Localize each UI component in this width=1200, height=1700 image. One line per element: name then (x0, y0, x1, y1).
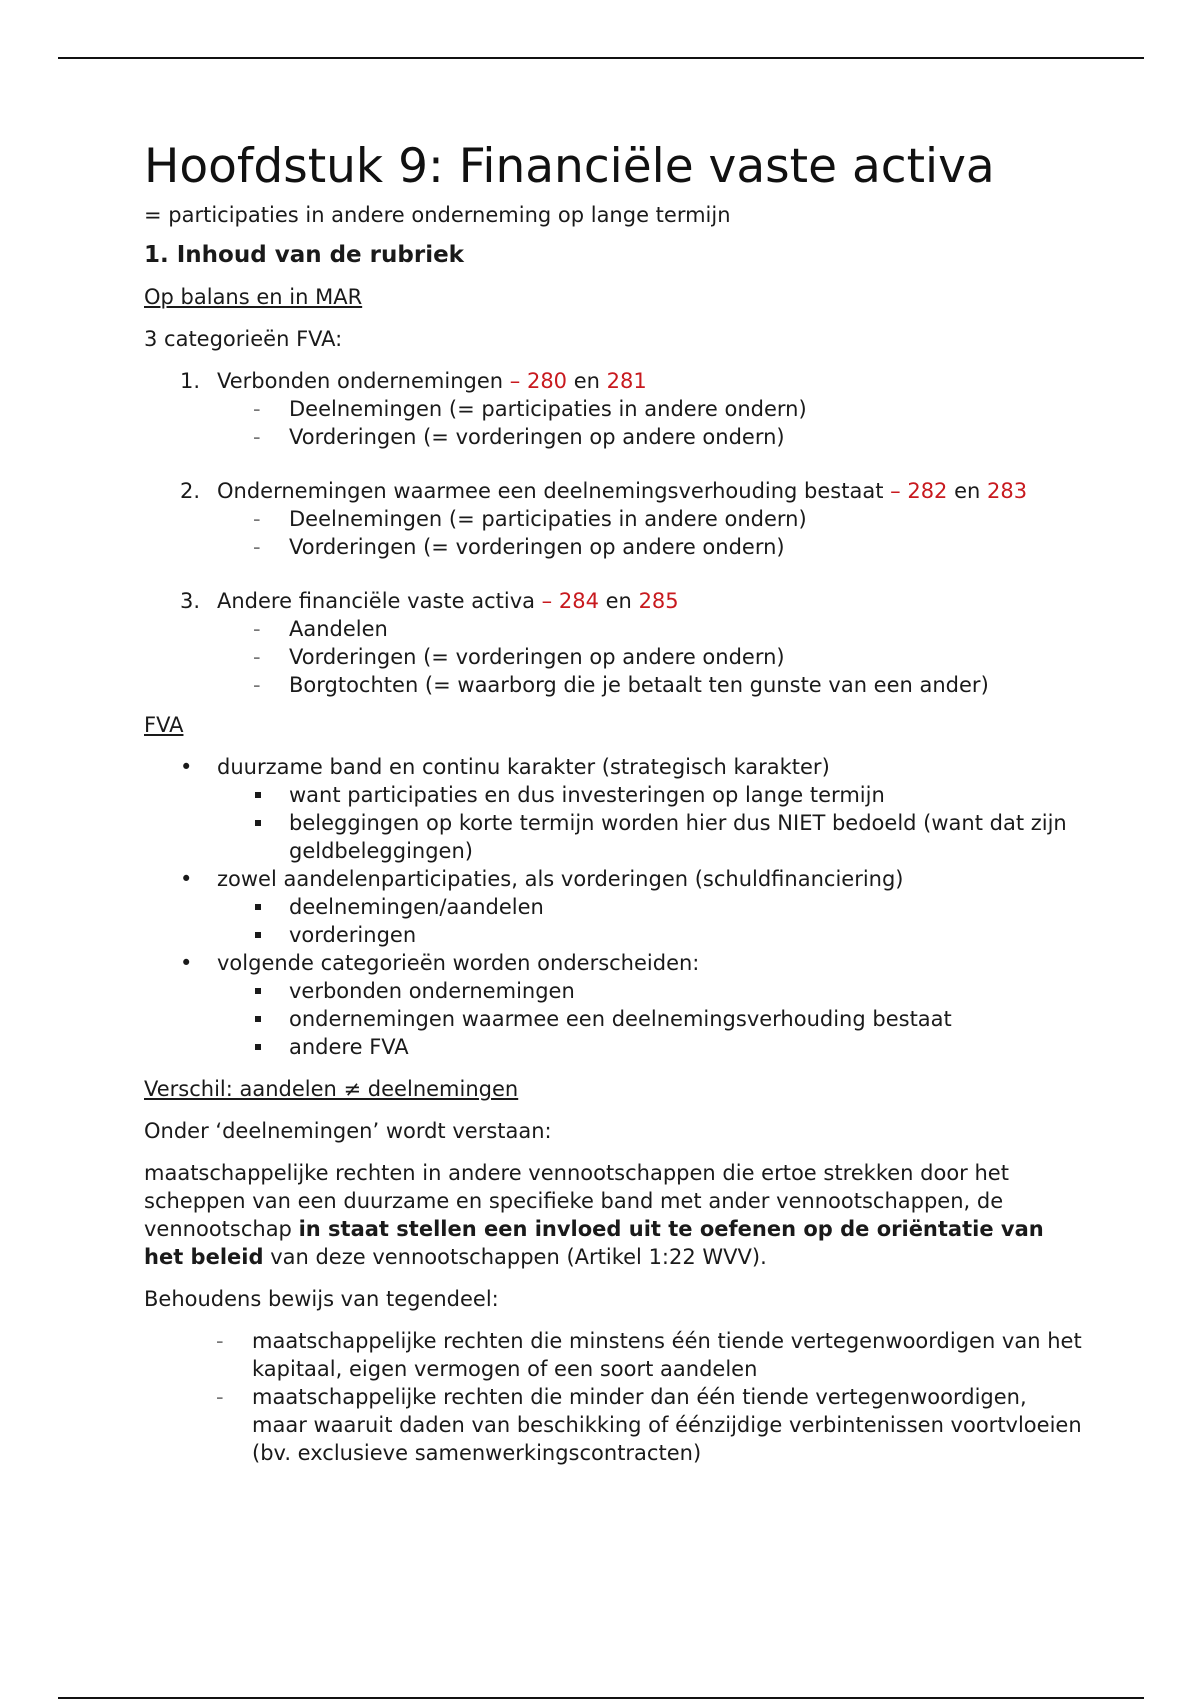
fva-point (144, 949, 1084, 1061)
category-code: 284 (558, 589, 599, 613)
category-subitem-text: Deelnemingen (= participaties in andere ondern) (289, 507, 807, 531)
category-sep: – (509, 369, 521, 393)
square-bullet (255, 820, 261, 826)
dash-bullet: - (216, 1385, 224, 1409)
fva-point-text: volgende categorieën worden onderscheiden: (217, 951, 700, 975)
page-title: Hoofdstuk 9: Financiële vaste activa (144, 139, 995, 194)
dash-bullet: - (253, 617, 261, 641)
category-sep: – (541, 589, 553, 613)
definition-bold: in staat stellen een invloed uit te oefenen op de oriëntatie van het beleid (144, 1217, 1044, 1269)
subheading-fva: FVA (144, 713, 184, 737)
fva-subpoint-text: ondernemingen waarmee een deelnemingsverhouding bestaat (289, 1007, 952, 1031)
square-bullet (255, 1044, 261, 1050)
fva-sublist (217, 977, 1084, 1061)
category-subitem (253, 423, 1084, 451)
document-page (144, 137, 1084, 1467)
category-label: Verbonden ondernemingen (217, 369, 504, 393)
category-label: Andere financiële vaste activa (217, 589, 535, 613)
fva-subpoint (253, 1033, 1084, 1061)
page-subtitle: = participaties in andere onderneming op lange termijn (144, 203, 731, 227)
dash-bullet: - (216, 1329, 224, 1353)
category-conj: en (573, 369, 600, 393)
dash-bullet: - (253, 507, 261, 531)
fva-subpoint (253, 921, 1084, 949)
category-subitem (253, 643, 1084, 671)
category-conj: en (954, 479, 981, 503)
top-rule (58, 57, 1144, 59)
dash-bullet: - (253, 425, 261, 449)
dash-bullet: - (253, 673, 261, 697)
square-bullet (255, 792, 261, 798)
behoudens-item-text: maatschappelijke rechten die minder dan één tiende vertegenwoordigen, maar waaruit daden van beschikking of éénzijdige verbintenissen voortvloeien (bv. exclusieve samenwerkingscontracten) (252, 1385, 1082, 1465)
category-code: 280 (526, 369, 568, 393)
square-bullet (255, 932, 261, 938)
bottom-rule (58, 1697, 1144, 1699)
definition-part2: van deze vennootschappen (Artikel 1:22 WVV). (270, 1245, 767, 1269)
category-code: 285 (638, 589, 679, 613)
bullet-dot: • (180, 951, 193, 975)
subheading-verschil: Verschil: aandelen ≠ deelnemingen (144, 1077, 519, 1101)
behoudens-item (216, 1327, 1084, 1383)
fva-subpoint (253, 977, 1084, 1005)
category-subitem-text: Deelnemingen (= participaties in andere ondern) (289, 397, 807, 421)
square-bullet (255, 1016, 261, 1022)
fva-subpoint (253, 893, 1084, 921)
category-sublist (217, 395, 1084, 451)
category-subitem (253, 615, 1084, 643)
fva-subpoint-text: verbonden ondernemingen (289, 979, 575, 1003)
category-item (144, 367, 1084, 451)
section-heading: 1. Inhoud van de rubriek (144, 242, 464, 268)
category-conj: en (605, 589, 632, 613)
definition-paragraph (144, 1159, 1084, 1271)
dash-bullet: - (253, 397, 261, 421)
category-subitem (253, 395, 1084, 423)
category-subitem-text: Vorderingen (= vorderingen op andere ondern) (289, 535, 785, 559)
fva-points-list (144, 753, 1084, 1061)
category-subitem-text: Vorderingen (= vorderingen op andere ondern) (289, 425, 785, 449)
behoudens-item-text: maatschappelijke rechten die minstens één tiende vertegenwoordigen van het kapitaal, eigen vermogen of een soort aandelen (252, 1329, 1082, 1381)
fva-sublist (217, 893, 1084, 949)
fva-sublist (217, 781, 1084, 865)
fva-subpoint (253, 809, 1084, 865)
category-number: 1. (180, 369, 201, 393)
fva-point-text: zowel aandelenparticipaties, als vorderingen (schuldfinanciering) (217, 867, 904, 891)
onder-text: Onder ‘deelnemingen’ wordt verstaan: (144, 1119, 552, 1143)
fva-point-text: duurzame band en continu karakter (strategisch karakter) (217, 755, 830, 779)
categories-list (144, 367, 1084, 699)
behoudens-item (216, 1383, 1084, 1467)
bullet-dot: • (180, 755, 193, 779)
category-code: 282 (907, 479, 948, 503)
subheading-op-balans: Op balans en in MAR (144, 285, 363, 309)
definition-part1: maatschappelijke rechten in andere vennootschappen die ertoe strekken door het scheppen van een duurzame en specifieke band met ander vennootschappen, de vennootschap (144, 1161, 1009, 1241)
category-number: 3. (180, 589, 201, 613)
category-sublist (217, 615, 1084, 699)
dash-bullet: - (253, 535, 261, 559)
fva-subpoint (253, 1005, 1084, 1033)
category-sep: – (890, 479, 901, 503)
category-label: Ondernemingen waarmee een deelnemingsverhouding bestaat (217, 479, 884, 503)
category-subitem-text: Vorderingen (= vorderingen op andere ondern) (289, 645, 785, 669)
fva-point (144, 753, 1084, 865)
fva-subpoint-text: vorderingen (289, 923, 417, 947)
behoudens-list (144, 1327, 1084, 1467)
fva-subpoint (253, 781, 1084, 809)
category-subitem (253, 505, 1084, 533)
bullet-dot: • (180, 867, 193, 891)
fva-point (144, 865, 1084, 949)
categories-intro: 3 categorieën FVA: (144, 327, 343, 351)
dash-bullet: - (253, 645, 261, 669)
category-subitem (253, 533, 1084, 561)
fva-subpoint-text: andere FVA (289, 1035, 409, 1059)
fva-subpoint-text: deelnemingen/aandelen (289, 895, 544, 919)
category-item (144, 477, 1084, 561)
category-number: 2. (180, 479, 201, 503)
square-bullet (255, 988, 261, 994)
category-item (144, 587, 1084, 699)
square-bullet (255, 904, 261, 910)
category-code: 281 (606, 369, 647, 393)
category-sublist (217, 505, 1084, 561)
fva-subpoint-text: want participaties en dus investeringen op lange termijn (289, 783, 885, 807)
behoudens-text: Behoudens bewijs van tegendeel: (144, 1287, 499, 1311)
category-subitem-text: Aandelen (289, 617, 388, 641)
category-code: 283 (987, 479, 1028, 503)
fva-subpoint-text: beleggingen op korte termijn worden hier dus NIET bedoeld (want dat zijn geldbeleggingen) (289, 811, 1067, 863)
category-subitem-text: Borgtochten (= waarborg die je betaalt ten gunste van een ander) (289, 673, 989, 697)
category-subitem (253, 671, 1084, 699)
